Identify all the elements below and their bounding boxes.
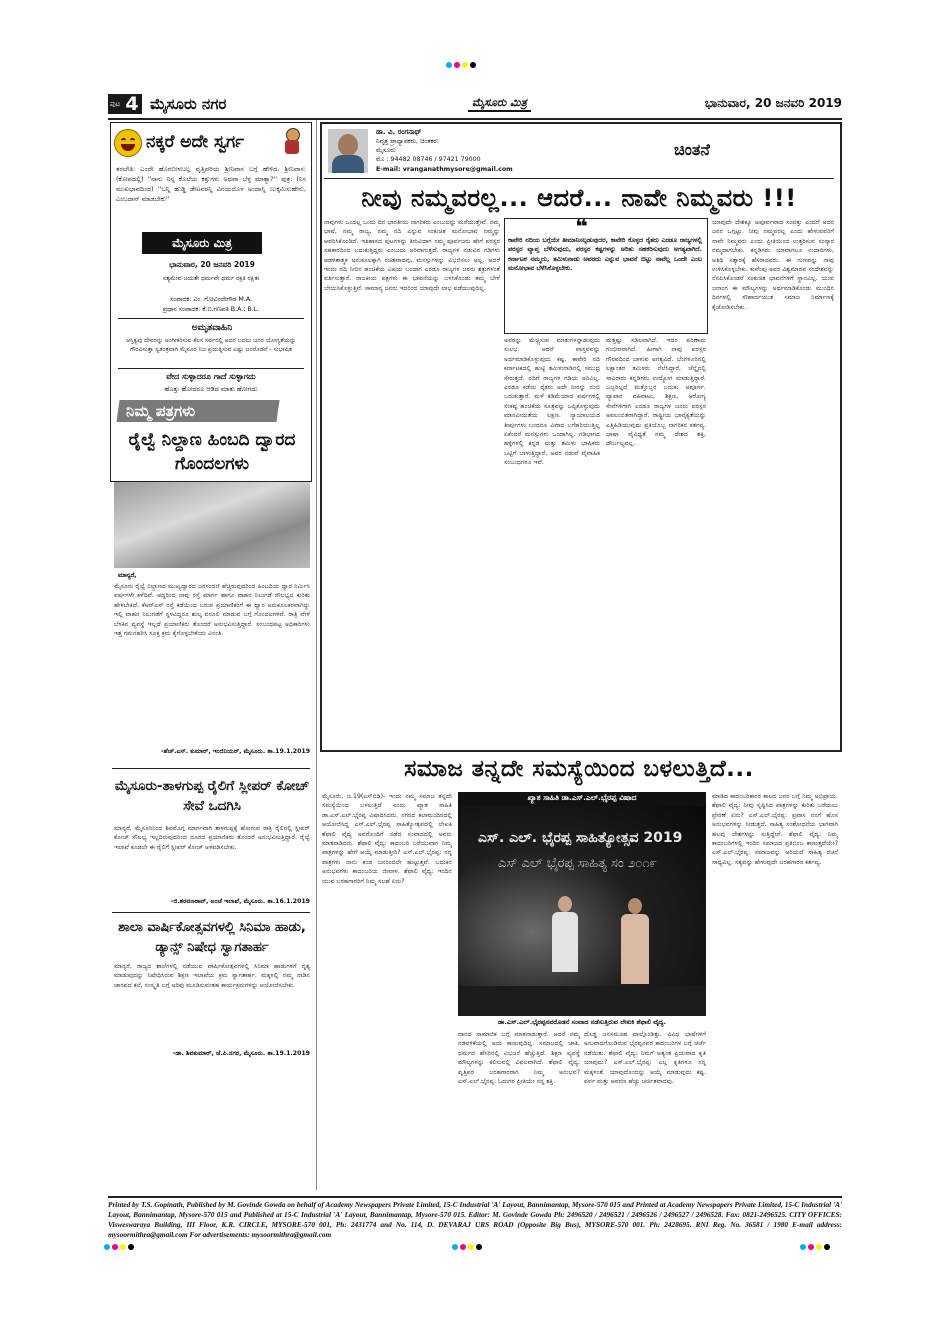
column-divider [316,120,317,1190]
humor-title: ನಕ್ಕರೆ ಅದೇ ಸ್ವರ್ಗ [146,132,245,152]
author-role: ನಿವೃತ್ತ ಪ್ರಾಧ್ಯಾಪಕರು, ಚಿಂತಕರು [376,138,439,145]
amruta-text: ಆಸ್ತಿಕ್ಯವು ದೇವರನ್ನು ಅಂಗೀಕರಿಸುವ ಕೆಲಸ ಸರ್ವರಲ್ಲಿ ಅದರ ಬದಲು ಜನರ ಯೋಗ್ಯತೆಯನ್ನು ಗೌರವಿಸುತ್ತಾ ಸ್ವತಂತ್ರವಾಗಿ ಮೈಸೂರ ನಿಜ ಪ್ರಯತ್ನಿಸುವ ಎಷ್ಟು ಜನರೊಡನೆ - ಸುಭಾಷಿತ [126,337,296,353]
photo-caption: ಡಾ.ಎಸ್.ಎಲ್.ಭೈರಪ್ಪನವರೊಡನೆ ಸಂವಾದ ನಡೆಸುತ್ತಿರುವ ಲೇಖಕಿ ಶೆಫಾಲಿ ವೈದ್ಯ. [498,1018,666,1026]
author-email: E-mail: vranganathmysore@gmail.com [376,166,513,173]
mini-motto: ಸತ್ಯಮೇವ ಜಯತೇ ಧರ್ಮವೇ ಧರ್ಮ ರಕ್ಷತಿ ರಕ್ಷಿತಃ [162,275,260,282]
cartoon-figure-icon [280,128,304,156]
registration-marks-bottom-left [104,1244,138,1252]
second-col-bottom-2: ದೊಡ್ಡ ಜನಸಮೂಹ ಪಾಲ್ಗೊಂಡಿತ್ತು. ವಿವಿಧ ಭಾಷೆಗಳಿಗೆ ಅನುವಾದಗೊಂಡಿರುವ ಭೈರಪ್ಪನವರ ಕಾದಂಬರಿಗಳ ಬಗ್ಗೆ ಚರ್ಚೆ ನಡೆಯಿತು. ಶೆಫಾಲಿ ವೈದ್ಯ: ನಿಮಗೆ ಅತ್ಯಂತ ಪ್ರಿಯವಾದ ಕೃತಿ ಯಾವುದು? ಎಸ್.ಎಲ್.ಭೈರಪ್ಪ: ಎಲ್ಲ ಕೃತಿಗಳೂ ನನ್ನ ಮಕ್ಕಳಂತೆ. ಯಾವುದೊಂದನ್ನು ಆಯ್ಕೆ ಮಾಡುವುದು ಕಷ್ಟ. ಪರ್ವ ಮತ್ತು ಆವರಣ ಹೆಚ್ಚು ಚರ್ಚಿತವಾದವು. [584,1031,706,1086]
author-city: ಮೈಸೂರು [376,147,396,154]
interviewer-figure [618,898,652,998]
page-number: 4 [122,94,142,114]
page-label: ಪುಟ [108,94,122,114]
pull-quote-text: ಕಾವೇರಿ ನದಿಯ ಬಗ್ಗೆಯೇ ತೀಮಾನಿಸಲ್ಪಡುವುದರ, ಕಾವೇರಿ ಕೊಳ್ಳದ ರೈತರು ಎರಡೂ ರಾಜ್ಯಗಳಲ್ಲಿ ಪರಸ್ಪರ ವ್ಯಾಪ್ತ ಬೆಳೆಸುವುದು, ಪರಸ್ಪರ ಕಷ್ಟಗಳನ್ನು ಅರಿತು ಸಹಕರಿಸುವುದು ಅಗತ್ಯವಾಗಿದೆ. ಕರ್ನಾಟಕ ನಮ್ಮದು, ತಮಿಳುನಾಡು ಅವರದು ಎನ್ನುವ ಭಾವನೆ ಬಿಟ್ಟು ನಾವೆಲ್ಲ ಒಂದೇ ಎಂಬ ಮನೋಭಾವ ಬೆಳೆಸಿಕೊಳ್ಳಬೇಕು. [508,237,702,273]
column-section-label: ಚಿಂತನೆ [674,140,710,159]
lead-headline: ನೀವು ನಮ್ಮವರಲ್ಲ... ಆದರೆ... ನಾವೇ ನಿಮ್ಮವರು !!! [361,184,797,212]
humor-text: ತರಬೇತಿ: ಎಂದೇ ಹೊರಬೀಳಬಲ್ಲ ವೃತ್ತಿಪರಿಯ ಶ್ರೀನಿವಾಸ ಬಗ್ಗೆ ಹೇಳಿದ. ಶ್ರೀನಿವಾಸ: (ಕೋಪದಲ್ಲಿ) ''ನಾನು ನಿನ್ನ ಕೊಲೆಯ ಕತ್ತುಗಳು ಅಥವಾ ಬೆಳ್ಳ ಮಾತ್ಯಾ?'' ಪುತ್ರ: (ನಿಸ ಮುಖಭಾವದಿಂದ) ''ಬನ್ನಿ ಹುಡ್ಡಿ ಡೇಟವರನ್ನಿ ವಿನಯದೊಳ ಅಂದಾಸ್ನಿ ಬುಕ್ಕಮಿಸುಹೇನು, ಎಂಬದಾನ್ ಮಾಡಬೇಕು'' [116,165,306,203]
mini-masthead: ಮೈಸೂರು ಮಿತ್ರ [142,232,262,254]
lead-col-4: ಯಾವುದೇ ದೇಶಕ್ಕೂ ಅಪೂರ್ವವಾದ ಸಂಪತ್ತು ಎಂದರೆ ಅದರ ಜನರ ಒಗ್ಗಟ್ಟು. ನೀವು ನಮ್ಮವರಲ್ಲ ಎಂದು ಹೇಳುವವರಿಗೆ ನಾವೇ ನಿಮ್ಮವರು ಎಂದು ಪ್ರೀತಿಯಿಂದ ಉತ್ತರಿಸುವ ಸಂಸ್ಕಾರ ನಮ್ಮದಾಗಬೇಕು. ಕನ್ನಡಿಗರು ಯಾವಾಗಲೂ ಉದಾರಿಗಳು, ಅತಿಥಿ ಸತ್ಕಾರಕ್ಕೆ ಹೆಸರಾದವರು. ಈ ಗುಣವನ್ನು ನಾವು ಉಳಿಸಿಕೊಳ್ಳಬೇಕು. ಕುವೆಂಪು ಅವರ ವಿಶ್ವಮಾನವ ಸಂದೇಶವನ್ನು ನೆನಪಿಸಿಕೊಂಡರೆ ಸಂಕುಚಿತ ಭಾವನೆಗಳಿಗೆ ಸ್ಥಾನವಿಲ್ಲ. ಯುವ ಜನಾಂಗ ಈ ಮೌಲ್ಯಗಳನ್ನು ಅರ್ಥಮಾಡಿಕೊಂಡು ಮುಂದಿನ ದಿನಗಳಲ್ಲಿ ಸೌಹಾರ್ದಯುತ ಸಮಾಜ ನಿರ್ಮಾಣಕ್ಕೆ ಕೈಜೋಡಿಸಬೇಕು. [712,219,834,311]
letter2-signature: -ಜಿ.ಶರವಣರಾವ್, ಅಂಚೆ ಇಲಾಖೆ, ಮೈಸೂರು. ತಾ.16.1.2019 [170,898,310,905]
second-col-left: ಮೈಸೂರು, ಜ.19(ಎಸ್‌ಬಿಡಿ)- ಇಂದು ನಮ್ಮ ಸಮಾಜ ತನ್ನದೇ ಸಮಸ್ಯೆಯಿಂದ ಬಳಲುತ್ತಿದೆ ಎಂದು ಖ್ಯಾತ ಸಾಹಿತಿ ಡಾ.ಎಸ್.ಎಲ್.ಭೈರಪ್ಪ ವಿಷಾದಿಸಿದರು. ನಗರದ ಕಲಾಮಂದಿರದಲ್ಲಿ ಆಯೋಜಿಸಿದ್ದ ಎಸ್.ಎಲ್.ಭೈರಪ್ಪ ಸಾಹಿತ್ಯೋತ್ಸವದಲ್ಲಿ ಲೇಖಕಿ ಶೆಫಾಲಿ ವೈದ್ಯ ಅವರೊಂದಿಗೆ ನಡೆದ ಸಂವಾದದಲ್ಲಿ ಅವರು ಮಾತನಾಡಿದರು. ಶೆಫಾಲಿ ವೈದ್ಯ: ಕಾದಂಬರಿ ಬರೆಯುವಾಗ ನಿಮ್ಮ ಪಾತ್ರಗಳನ್ನು ಹೇಗೆ ಆಯ್ಕೆ ಮಾಡುತ್ತೀರಿ? ಎಸ್.ಎಲ್.ಭೈರಪ್ಪ: ನನ್ನ ಪಾತ್ರಗಳು ನಾನು ಕಂಡ ಜನರಿಂದಲೇ ಹುಟ್ಟುತ್ತವೆ. ಬದುಕಿನ ಅನುಭವಗಳು ಕಾದಂಬರಿಯ ಜೀವಾಳ. ಶೆಫಾಲಿ ವೈದ್ಯ: ಇಂದಿನ ಯುವ ಬರಹಗಾರರಿಗೆ ನಿಮ್ಮ ಸಲಹೆ ಏನು? [322,793,452,885]
letter2-rule [112,912,310,913]
letter1-title: ರೈಲ್ವೆ ನಿಲ್ದಾಣ ಹಿಂಬದಿ ದ್ವಾರದ ಗೊಂದಲಗಳು [128,430,296,474]
registration-marks-bottom-center [452,1244,486,1252]
author-name: ಡಾ. ವಿ. ರಂಗನಾಥ್ [376,128,422,136]
mini-rule [118,318,304,319]
mini-publisher: ಪ್ರಧಾನ ಸಂಪಾದಕ: ಕೆ.ಬಿ.ಗಣಪತಿ B.A.; B.L. [162,306,260,313]
letter1-text: ಮೈಸೂರು ರೈಲ್ವೆ ನಿಲ್ದಾಣದ ಮುಖ್ಯದ್ವಾರದ ಜನಸಂದಣಿ ಹೆಚ್ಚಿರುವುದರಿಂದ ಹಿಂಬದಿಯ ದ್ವಾರ ನಿರ್ಮಿಸಿ ವರ್ಷಗಳೇ ಕಳೆದಿವೆ. ಆದ್ದರಿಂದ ನಾವು ರಸ್ತೆ ಮಾರ್ಗ ಹಾಗೂ ವಾಹನ ನಿಲುಗಡೆ ಸೌಲಭ್ಯದ ಕುರಿತು ಹೇಳಬೇಕಿದೆ. ಕೆಆರ್‌ಎಸ್ ರಸ್ತೆ ಕಡೆಯಿಂದ ಬರುವ ಪ್ರಯಾಣಿಕರಿಗೆ ಈ ದ್ವಾರ ಅನುಕೂಲಕರವಾಗಿದ್ದು ಇಲ್ಲಿ ವಾಹನ ನಿಲುಗಡೆಗೆ ಸ್ಥಳವಿದ್ದರೂ ಶುಲ್ಕ ವಸೂಲಿ ಮಾಡುವ ಬಗ್ಗೆ ಗೊಂದಲಗಳಿವೆ. ರಾತ್ರಿ ವೇಳೆ ಬೆಳಕಿನ ವ್ಯವಸ್ಥೆ ಇಲ್ಲದೆ ಪ್ರಯಾಣಿಕರು ತೊಂದರೆ ಅನುಭವಿಸುತ್ತಿದ್ದಾರೆ. ಸಂಬಂಧಪಟ್ಟ ಅಧಿಕಾರಿಗಳು ಇತ್ತ ಗಮನಹರಿಸಿ ಸೂಕ್ತ ಕ್ರಮ ಕೈಗೊಳ್ಳಬೇಕೆಂದು ವಿನಂತಿ. [114,583,310,638]
quote-line-1: ವೇದ ಸುಳ್ಳಾದರೂ ಗಾದೆ ಸುಳ್ಳಾಗದು [166,372,256,381]
kicker-text: ಖ್ಯಾತ ಸಾಹಿತಿ ಡಾ.ಎಸ್.ಎಲ್.ಭೈರಪ್ಪ ವಿಷಾದ [527,793,637,802]
issue-date: ಭಾನುವಾರ, 20 ಜನವರಿ 2019 [704,96,842,110]
letter2-text: ಮಾನ್ಯರೆ, ಮೈಸೂರಿನಿಂದ ಶಿವಮೊಗ್ಗ ಮಾರ್ಗವಾಗಿ ತಾಳಗುಪ್ಪಕ್ಕೆ ಹೋಗುವ ರಾತ್ರಿ ರೈಲಿನಲ್ಲಿ ಸ್ಲೀಪರ್ ಕೋಚ್ ಸೌಲಭ್ಯ ಇಲ್ಲದಿರುವುದರಿಂದ ದೂರದ ಪ್ರಯಾಣಿಕರು ತೊಂದರೆ ಅನುಭವಿಸುತ್ತಿದ್ದಾರೆ. ರೈಲ್ವೆ ಇಲಾಖೆ ಕೂಡಲೇ ಈ ರೈಲಿಗೆ ಸ್ಲೀಪರ್ ಕೋಚ್ ಅಳವಡಿಸಬೇಕು. [114,825,310,851]
event-banner-text: ಎಸ್. ಎಲ್. ಭೈರಪ್ಪ ಸಾಹಿತ್ಯೋತ್ಸವ 2019 [478,830,683,846]
humor-header [114,128,306,158]
footer-imprint: Printed by T.S. Gopinath, Published by M. Govinde Gowda on behalf of Academy Newspapers Private Limited, 15-C Industrial 'A' Layout, Bannimantap, Mysore-570 015 and Printed at Academy Newspapers Private Limited, 15-C Industrial 'A' Layout, Bannimantap, Mysore-570 015 and Published at 15-C Industrial 'A' Layout, Bannimantap, Mysore-570 015. Editor: M. Govinde Gowda Ph: 2496520 / 2496521 / 2496526 / 2496527 / 2496528. Fax: 0821-2496525. CITY OFFICES: Visweswaraya Building, III Floor, K.R. CIRCLE, MYSORE-570 001, Ph: 2431774 and No. 114, D. DEVARAJ URS ROAD (Opposite Big Bus), MYSORE-570 001. Ph: 2428695. RNI Reg. No. 36581 / 1980 E-mail address: mysoormithra@gmail.com For advertisements: mysoormithra@gmail.com [108,1200,842,1239]
speaker-figure [548,896,582,996]
footer-rule [108,1196,842,1198]
letter1-signature: -ಹೆಚ್.ಎಸ್. ಕುಮಾರ್, ಇಂಜಿನಿಯರ್, ಮೈಸೂರು. ತಾ.19.1.2019 [160,748,310,755]
lead-col-3: ಮತ್ತಷ್ಟು ಸಡಿಲವಾಗಿದೆ. ಇದರ ಪರಿಣಾಮ ಗಂಭೀರವಾಗಿದೆ. ಹೀಗಾಗಿ ನಾವು ಪರಸ್ಪರ ಗೌರವದಿಂದ ಬಾಳುವ ಅಗತ್ಯವಿದೆ. ಬೆಂಗಳೂರಿನಲ್ಲಿ ಲಕ್ಷಾಂತರ ತಮಿಳರು ನೆಲೆಸಿದ್ದಾರೆ, ಚೆನ್ನೈನಲ್ಲಿ ಸಾವಿರಾರು ಕನ್ನಡಿಗರು ಉದ್ಯೋಗ ಮಾಡುತ್ತಿದ್ದಾರೆ. ಒಬ್ಬರಿಲ್ಲದೆ ಮತ್ತೊಬ್ಬರ ಬದುಕು ಅಪೂರ್ಣ. ವ್ಯಾಪಾರ ವಹಿವಾಟು, ಶಿಕ್ಷಣ, ಆರೋಗ್ಯ ಸೇವೆಗಳಿಗಾಗಿ ಎರಡೂ ರಾಜ್ಯಗಳ ಜನರು ಪರಸ್ಪರ ಅವಲಂಬಿತರಾಗಿದ್ದಾರೆ. ರಾಷ್ಟ್ರೀಯ ಭಾವೈಕ್ಯತೆಯನ್ನು ಎತ್ತಿಹಿಡಿಯುವುದು ಪ್ರತಿಯೊಬ್ಬ ನಾಗರಿಕನ ಕರ್ತವ್ಯ. ಭಾಷಾ ವೈವಿಧ್ಯತೆ ನಮ್ಮ ದೇಶದ ಶಕ್ತಿ, ದೌರ್ಬಲ್ಯವಲ್ಲ. [606,337,706,448]
letter3-title: ಶಾಲಾ ವಾರ್ಷಿಕೋತ್ಸವಗಳಲ್ಲಿ ಸಿನಿಮಾ ಹಾಡು, ಡ್ಯಾನ್ಸ್ ನಿಷೇಧ ಸ್ವಾಗತಾರ್ಹ [118,920,306,955]
mini-date: ಭಾನುವಾರ, 20 ಜನವರಿ 2019 [169,260,255,269]
amruta-rule [118,368,304,369]
author-phone: ಮೊ : 94482 08746 / 97421 79000 [376,156,481,163]
laughing-face-icon [114,129,142,157]
masthead-logo: ಮೈಸೂರು ಮಿತ್ರ [468,96,531,112]
registration-marks-bottom-right [800,1244,834,1252]
event-photo [458,806,706,1016]
section-name: ಮೈಸೂರು ನಗರ [150,95,227,113]
author-photo [328,129,368,173]
letter3-text: ಮಾನ್ಯರೆ, ರಾಜ್ಯದ ಶಾಲೆಗಳಲ್ಲಿ ನಡೆಯುವ ವಾರ್ಷಿಕೋತ್ಸವಗಳಲ್ಲಿ ಸಿನಿಮಾ ಹಾಡುಗಳಿಗೆ ನೃತ್ಯ ಮಾಡುವುದನ್ನು ನಿಷೇಧಿಸಿರುವ ಶಿಕ್ಷಣ ಇಲಾಖೆಯ ಕ್ರಮ ಸ್ವಾಗತಾರ್ಹ. ಮಕ್ಕಳಲ್ಲಿ ನಮ್ಮ ನಾಡಿನ ಜಾನಪದ ಕಲೆ, ಸಂಸ್ಕೃತಿ ಬಗ್ಗೆ ಅರಿವು ಮೂಡಿಸುವಂತಹ ಕಾರ್ಯಕ್ರಮಗಳನ್ನು ಆಯೋಜಿಸಬೇಕು. [114,963,310,989]
kicker-bar [458,792,706,806]
letters-title [110,400,312,424]
page-header [108,94,842,118]
second-col-right: ಮಾಡಿದ ಕಾದಂಬರಿಕಾರರ ಕಾಲದ ಜನರ ಬಗ್ಗೆ ನಿಮ್ಮ ಅಭಿಪ್ರಾಯ. ಶೆಫಾಲಿ ವೈದ್ಯ: ನೀವು ಸೃಷ್ಟಿಸಿದ ಪಾತ್ರಗಳನ್ನು ಕುರಿತು ಬರೆಯಲು ಪ್ರೇರಣೆ ಏನು? ಎಸ್.ಎಲ್.ಭೈರಪ್ಪ: ಪ್ರವಾಸ ನನಗೆ ಹೊಸ ಅನುಭವಗಳನ್ನು ನೀಡುತ್ತದೆ. ಸಾಹಿತ್ಯ ಸಂಶೋಧನೆಯ ಭಾಗವಾಗಿ ಹಲವು ದೇಶಗಳನ್ನು ಸುತ್ತಿದ್ದೇನೆ. ಶೆಫಾಲಿ ವೈದ್ಯ: ನಿಮ್ಮ ಕಾದಂಬರಿಗಳಲ್ಲಿ ಇಂದಿನ ಸಮಾಜದ ಪ್ರತಿಬಿಂಬ ಕಾಣುತ್ತದೆಯೇ? ಎಸ್.ಎಲ್.ಭೈರಪ್ಪ: ಸಮಾಜವನ್ನು ಅರಿಯದೆ ಸಾಹಿತ್ಯ ರಚನೆ ಸಾಧ್ಯವಿಲ್ಲ. ಸತ್ಯವನ್ನು ಹೇಳುವುದೇ ಬರಹಗಾರನ ಕರ್ತವ್ಯ. [712,793,838,866]
letter3-signature: -ಡಾ. ಶಿವಕುಮಾರ್, ಜೆ.ಪಿ.ನಗರ, ಮೈಸೂರು. ತಾ.19.1.2019 [172,1050,310,1057]
letter1-photo [114,482,310,568]
quote-mark-icon: ❝ [575,215,588,240]
letter2-title: ಮೈಸೂರು-ತಾಳಗುಪ್ಪ ರೈಲಿಗೆ ಸ್ಲೀಪರ್ ಕೋಚ್ ಸೇವೆ ಒದಗಿಸಿ [114,778,310,814]
amruta-title: ಅಮೃತವಾಹಿನಿ [191,323,233,333]
second-headline: ಸಮಾಜ ತನ್ನದೇ ಸಮಸ್ಯೆಯಿಂದ ಬಳಲುತ್ತಿದೆ... [404,756,754,782]
letter1-place: ಮಾನ್ಯರೆ, [118,572,137,579]
letter1-rule [112,768,310,769]
second-col-bottom-1: ದಾನದ ಸಾಮಾಜಿಕ ಬಗ್ಗೆ ಮಾತನಾಡುತ್ತಾರೆ. ಆದರೆ ನಮ್ಮ ನಡವಳಿಕೆಯಲ್ಲಿ ಅದು ಕಾಣುವುದಿಲ್ಲ. ಸಮಾಜದಲ್ಲಿ ಜಾತಿ, ಧರ್ಮದ ಹೆಸರಿನಲ್ಲಿ ವಿಭಜನೆ ಹೆಚ್ಚುತ್ತಿದೆ. ಶಿಕ್ಷಣ ವ್ಯವಸ್ಥೆ ಮೌಲ್ಯಗಳನ್ನು ಕಲಿಸುವಲ್ಲಿ ವಿಫಲವಾಗಿದೆ. ಶೆಫಾಲಿ ವೈದ್ಯ: ವೃತ್ತಿಪರ ಬರಹಗಾರರಾಗಿ ನಿಮ್ಮ ಅನುಭವ? ಎಸ್.ಎಲ್.ಭೈರಪ್ಪ: ಓದುಗರ ಪ್ರೀತಿಯೇ ನನ್ನ ಶಕ್ತಿ. [458,1031,580,1086]
lead-col-2: ಅವರನ್ನು ಮೆಚ್ಚಿಸುವ ಮಾತುಗಳನ್ನಾಡುವುದು ಸುಲಭ. ಆದರೆ ವಾಸ್ತವವನ್ನು ಅರ್ಥಮಾಡಿಕೊಳ್ಳುವುದು ಕಷ್ಟ. ಕಾವೇರಿ ನದಿ ಕರ್ನಾಟಕದಲ್ಲಿ ಹುಟ್ಟಿ ತಮಿಳುನಾಡಿನಲ್ಲಿ ಸಮುದ್ರ ಸೇರುತ್ತದೆ. ನದಿಗೆ ರಾಜ್ಯಗಳ ಗಡಿಯ ಅರಿವಿಲ್ಲ. ಎರಡೂ ಕಡೆಯ ರೈತರು ಅದೇ ನೀರನ್ನು ನಂಬಿ ಬದುಕುತ್ತಾರೆ. ಮಳೆ ಕಡಿಮೆಯಾದ ವರ್ಷಗಳಲ್ಲಿ ಸಂಕಷ್ಟ ಹಂಚಿಕೆಯ ಸೂತ್ರವನ್ನು ಒಪ್ಪಿಕೊಳ್ಳುವುದು ಮಾನವೀಯತೆಯ ಲಕ್ಷಣ. ನ್ಯಾಯಾಲಯದ ತೀರ್ಪುಗಳು ಬಂದರೂ ವಿವಾದ ಬಗೆಹರಿಯುತ್ತಿಲ್ಲ ಏಕೆಂದರೆ ಮನಸ್ಸುಗಳು ಒಂದಾಗಿಲ್ಲ. ಗಡಿಭಾಗದ ಹಳ್ಳಿಗಳಲ್ಲಿ ಕನ್ನಡ ಮತ್ತು ತಮಿಳು ಭಾಷಿಕರು ಒಟ್ಟಿಗೆ ಬಾಳುತ್ತಿದ್ದಾರೆ, ಅವರ ನಡುವೆ ವೈವಾಹಿಕ ಸಂಬಂಧಗಳೂ ಇವೆ. [504,337,600,467]
author-box [324,126,834,179]
header-rule [108,118,842,120]
registration-marks-top [446,62,480,70]
letters-heading: ನಿಮ್ಮ ಪತ್ರಗಳು [126,402,196,420]
event-banner-text-2: ಎಸ್ ಎಲ್ ಭೈರಪ್ಪ ಸಾಹಿತ್ಯ ಸಂ ೨೦೧೯ [498,856,657,871]
mini-editor: ಸಂಪಾದಕ: ಎಂ. ಗೋವಿಂದೇಗೌಡ M.A. [169,296,253,303]
quote-line-2: ಹೊತ್ತು ಹೋದರೂ ಆಡಿದ ಮಾತು ಹೋಗದು [164,385,258,393]
lead-col-1: ನಾವುಗಳು ಒಂದಲ್ಲ ಒಂದು ದಿನ ಭಾರತೀಯ ನಾಗರಿಕರು ಎಂಬುದನ್ನು ಮರೆಯುತ್ತೇವೆ. ನಮ್ಮ ಭಾಷೆ, ನಮ್ಮ ರಾಜ್ಯ, ನಮ್ಮ ನದಿ ಎನ್ನುವ ಸಂಕುಚಿತ ಮನೋಭಾವ ನಮ್ಮನ್ನು ಆವರಿಸಿಕೊಂಡಿದೆ. ಇತಿಹಾಸದ ಪುಟಗಳನ್ನು ತಿರುವಿದಾಗ ನಮ್ಮ ಪೂರ್ವಜರು ಹೇಗೆ ಪರಸ್ಪರ ಸಹಕಾರದಿಂದ ಬದುಕುತ್ತಿದ್ದರು ಎಂಬುದು ಅರಿವಾಗುತ್ತದೆ. ರಾಜ್ಯಗಳ ನಡುವಿನ ಗಡಿಗಳು ಆಡಳಿತಾತ್ಮಕ ಅನುಕೂಲಕ್ಕಾಗಿ ರಚಿತವಾದವು, ಮನಸ್ಸುಗಳನ್ನು ವಿಭಜಿಸಲು ಅಲ್ಲ. ಆದರೆ ಇಂದು ನದಿ ನೀರಿನ ಹಂಚಿಕೆಯ ವಿಷಯ ಬಂದಾಗ ಎರಡೂ ರಾಜ್ಯಗಳ ಜನರು ಶತ್ರುಗಳಂತೆ ವರ್ತಿಸುತ್ತಾರೆ. ರಾಜಕೀಯ ಪಕ್ಷಗಳು ಈ ಭಾವನೆಯನ್ನು ಬಳಸಿಕೊಂಡು ತಮ್ಮ ಬೇಳೆ ಬೇಯಿಸಿಕೊಳ್ಳುತ್ತಿವೆ. ಸಾಮಾನ್ಯ ಜನರು ಇದರಿಂದ ಯಾವುದೇ ಲಾಭ ಪಡೆಯುವುದಿಲ್ಲ. [324,219,500,292]
